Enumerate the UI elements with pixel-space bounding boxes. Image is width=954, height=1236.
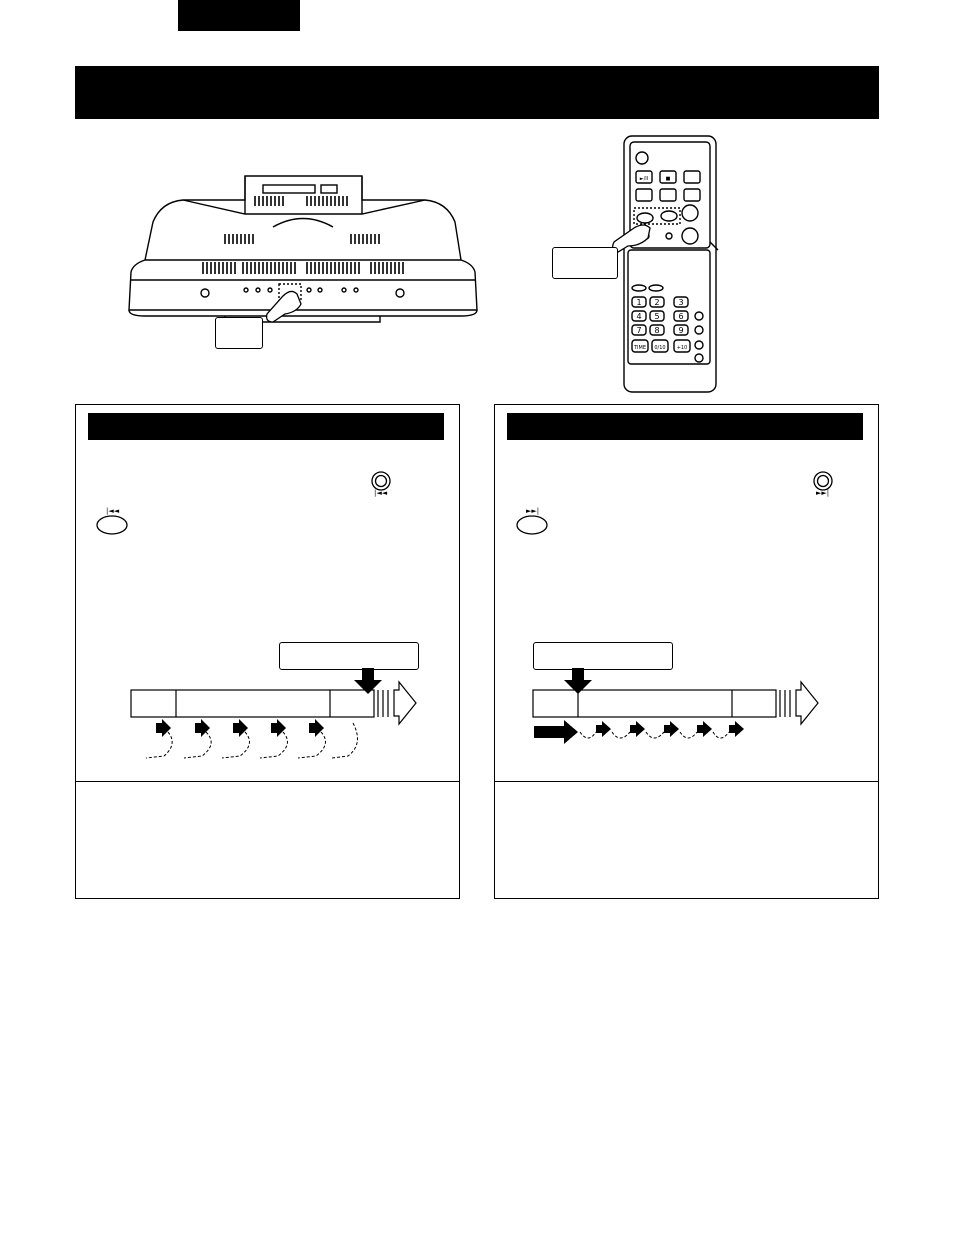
svg-text:9: 9 bbox=[678, 326, 684, 335]
svg-text:7: 7 bbox=[636, 326, 642, 335]
skip-back-current-track-callout bbox=[279, 642, 419, 670]
svg-text:0/10: 0/10 bbox=[654, 345, 666, 351]
svg-text:8: 8 bbox=[654, 326, 660, 335]
skip-back-panel-divider bbox=[76, 781, 459, 782]
section-title-bar bbox=[75, 66, 879, 119]
svg-text:►/II: ►/II bbox=[639, 176, 649, 182]
skip-forward-current-track-callout bbox=[533, 642, 673, 670]
skip-back-track-diagram bbox=[128, 668, 428, 768]
svg-text:■: ■ bbox=[665, 176, 671, 182]
skip-back-main-symbol: |◄◄ bbox=[374, 489, 388, 497]
skip-back-remote-symbol: |◄◄ bbox=[106, 507, 120, 515]
svg-text:3: 3 bbox=[678, 298, 684, 307]
svg-text:6: 6 bbox=[678, 312, 684, 321]
skip-back-panel-header bbox=[88, 413, 444, 440]
svg-text:5: 5 bbox=[654, 312, 660, 321]
svg-text:4: 4 bbox=[636, 312, 642, 321]
skip-forward-remote-button-icon bbox=[516, 515, 550, 537]
main-unit-callout bbox=[215, 317, 263, 349]
skip-forward-track-diagram bbox=[530, 668, 830, 748]
skip-back-remote-button-icon bbox=[96, 515, 130, 537]
svg-text:TIME: TIME bbox=[633, 345, 647, 351]
svg-text:2: 2 bbox=[654, 298, 660, 307]
skip-forward-remote-symbol: ►►| bbox=[526, 507, 540, 515]
skip-forward-panel-header bbox=[507, 413, 863, 440]
language-tab bbox=[178, 0, 300, 31]
remote-callout bbox=[552, 247, 618, 279]
skip-forward-panel-divider bbox=[495, 781, 878, 782]
main-unit-illustration bbox=[125, 172, 485, 352]
svg-text:+10: +10 bbox=[676, 345, 688, 351]
svg-text:1: 1 bbox=[636, 298, 642, 307]
skip-forward-main-symbol: ►►| bbox=[816, 489, 830, 497]
